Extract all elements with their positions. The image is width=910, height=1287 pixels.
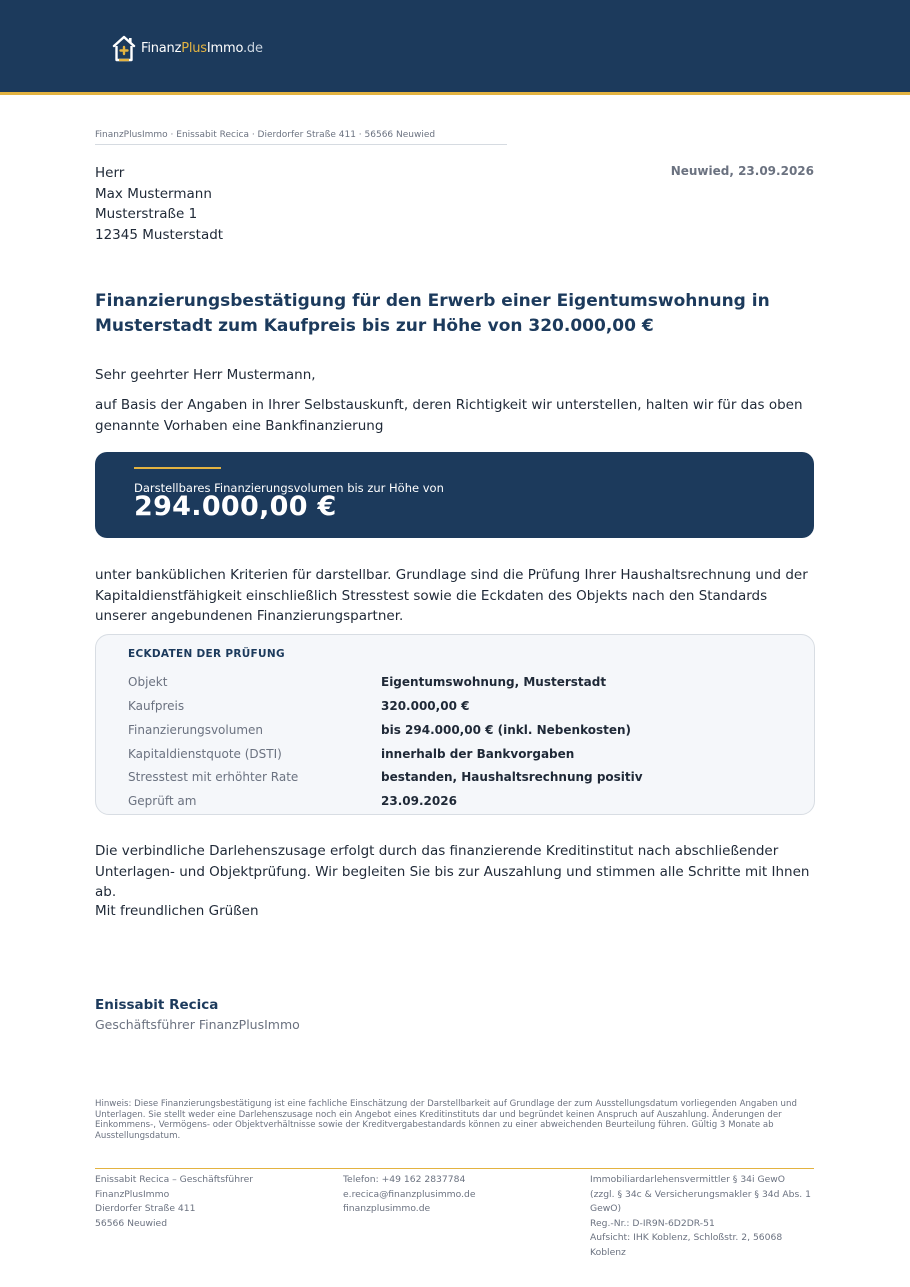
detail-value: 23.09.2026	[381, 794, 457, 808]
detail-row	[128, 791, 788, 811]
letterhead	[0, 0, 910, 95]
letter-subject: Finanzierungsbestätigung für den Erwerb einer Eigentumswohnung in Musterstadt zum Kaufpreis bis zur Höhe von 320.000,00 €	[95, 291, 770, 336]
accent-bar	[134, 467, 221, 469]
detail-value: bestanden, Haushaltsrechnung positiv	[381, 770, 643, 784]
closing-paragraph: Die verbindliche Darlehenszusage erfolgt durch das finanzierende Kreditinstitut nach abschließender Unterlagen- und Objektprüfung. Wir begleiten Sie bis zur Auszahlung und stimmen alle Schritte mit Ihnen ab.	[95, 843, 810, 900]
detail-value: bis 294.000,00 € (inkl. Nebenkosten)	[381, 723, 632, 737]
footer-line: Aufsicht: IHK Koblenz, Schloßstr. 2, 56068 Koblenz	[590, 1232, 783, 1258]
footer-divider	[95, 1168, 814, 1169]
footer-line: Dierdorfer Straße 411	[95, 1203, 196, 1214]
intro-paragraph: auf Basis der Angaben in Ihrer Selbstauskunft, deren Richtigkeit wir unterstellen, halten wir für das oben genannte Vorhaben eine Bankfinanzierung	[95, 397, 803, 434]
detail-value: Eigentumswohnung, Musterstadt	[381, 675, 607, 689]
footer-contact-column	[343, 1173, 583, 1217]
detail-key: Kaufpreis	[128, 699, 185, 713]
footer-line: Immobiliardarlehensvermittler § 34i GewO (zzgl. § 34c & Versicherungsmakler § 34d Abs. 1 GewO)	[590, 1174, 811, 1214]
recipient-city: 12345 Musterstadt	[95, 226, 224, 243]
footer-line: Reg.-Nr.: D-IR9N-6D2DR-51	[590, 1217, 715, 1229]
footer-company-column	[95, 1173, 335, 1231]
footer-phone[interactable]: Telefon: +49 162 2837784	[343, 1174, 466, 1185]
detail-key: Objekt	[128, 675, 168, 689]
financing-volume-card	[95, 452, 814, 538]
brand-wordmark-domain: .de	[242, 40, 263, 56]
detail-key: Kapitaldienstquote (DSTI)	[128, 747, 282, 761]
signature-role: Geschäftsführer FinanzPlusImmo	[95, 1017, 300, 1032]
detail-key: Stresstest mit erhöhter Rate	[128, 770, 299, 784]
detail-key: Geprüft am	[128, 794, 197, 808]
financing-volume-label: Darstellbares Finanzierungsvolumen bis zur Höhe von	[134, 481, 444, 495]
detail-row	[128, 696, 788, 716]
house-icon	[111, 33, 137, 63]
recipient-street: Musterstraße 1	[95, 206, 198, 222]
sender-return-line: FinanzPlusImmo · Enissabit Recica · Dierdorfer Straße 411 · 56566 Neuwied	[95, 130, 507, 145]
detail-key: Finanzierungsvolumen	[128, 723, 264, 737]
letter-salutation: Sehr geehrter Herr Mustermann,	[95, 367, 316, 383]
recipient-address	[95, 163, 223, 245]
letter-date: Neuwied, 23.09.2026	[670, 164, 814, 178]
legal-note: Hinweis: Diese Finanzierungsbestätigung ist eine fachliche Einschätzung der Darstellbarkeit auf Grundlage der zum Ausstellungsdatum vorliegenden Angaben und Unterlagen. Sie stellt weder eine Darlehenszusage noch ein Angebot eines Kreditinstituts dar und begründet keinen Anspruch auf Auszahlung. Änderungen der Einkommens-, Vermögens- oder Objektverhältnisse sowie der Kreditvergabestandards können zu einer abweichenden Beurteilung führen. Gültig 3 Monate ab Ausstellungsdatum.	[95, 1099, 797, 1141]
review-details-title: ECKDATEN DER PRÜFUNG	[128, 648, 285, 660]
brand-wordmark-plus: Plus	[181, 40, 207, 56]
brand-logo[interactable]	[111, 33, 263, 63]
brand-wordmark	[141, 41, 263, 56]
detail-row	[128, 720, 788, 740]
footer-line: Enissabit Recica – Geschäftsführer	[95, 1174, 254, 1185]
detail-value: 320.000,00 €	[381, 699, 470, 713]
brand-wordmark-immo: Immo	[206, 40, 243, 56]
footer-legal-column	[590, 1173, 812, 1260]
detail-row	[128, 767, 788, 787]
footer-email-link[interactable]: e.recica@finanzplusimmo.de	[343, 1188, 476, 1200]
recipient-name: Max Mustermann	[95, 185, 212, 202]
footer-line: 56566 Neuwied	[95, 1217, 168, 1229]
detail-row	[128, 744, 788, 764]
brand-wordmark-finanz: Finanz	[141, 40, 182, 56]
recipient-salutation: Herr	[95, 165, 125, 181]
footer-website-link[interactable]: finanzplusimmo.de	[343, 1203, 431, 1214]
detail-value: innerhalb der Bankvorgaben	[381, 747, 575, 761]
greeting: Mit freundlichen Grüßen	[95, 903, 259, 919]
review-details-box	[95, 634, 815, 815]
basis-paragraph: unter banküblichen Kriterien für darstellbar. Grundlage sind die Prüfung Ihrer Haushaltsrechnung und der Kapitaldienstfähigkeit einschließlich Stresstest sowie die Eckdaten des Objekts nach den Standards unserer angebundenen Finanzierungspartner.	[95, 567, 808, 624]
detail-row	[128, 672, 788, 692]
financing-volume-amount: 294.000,00 €	[134, 491, 337, 522]
signature-name: Enissabit Recica	[95, 997, 219, 1013]
footer-line: FinanzPlusImmo	[95, 1188, 170, 1200]
